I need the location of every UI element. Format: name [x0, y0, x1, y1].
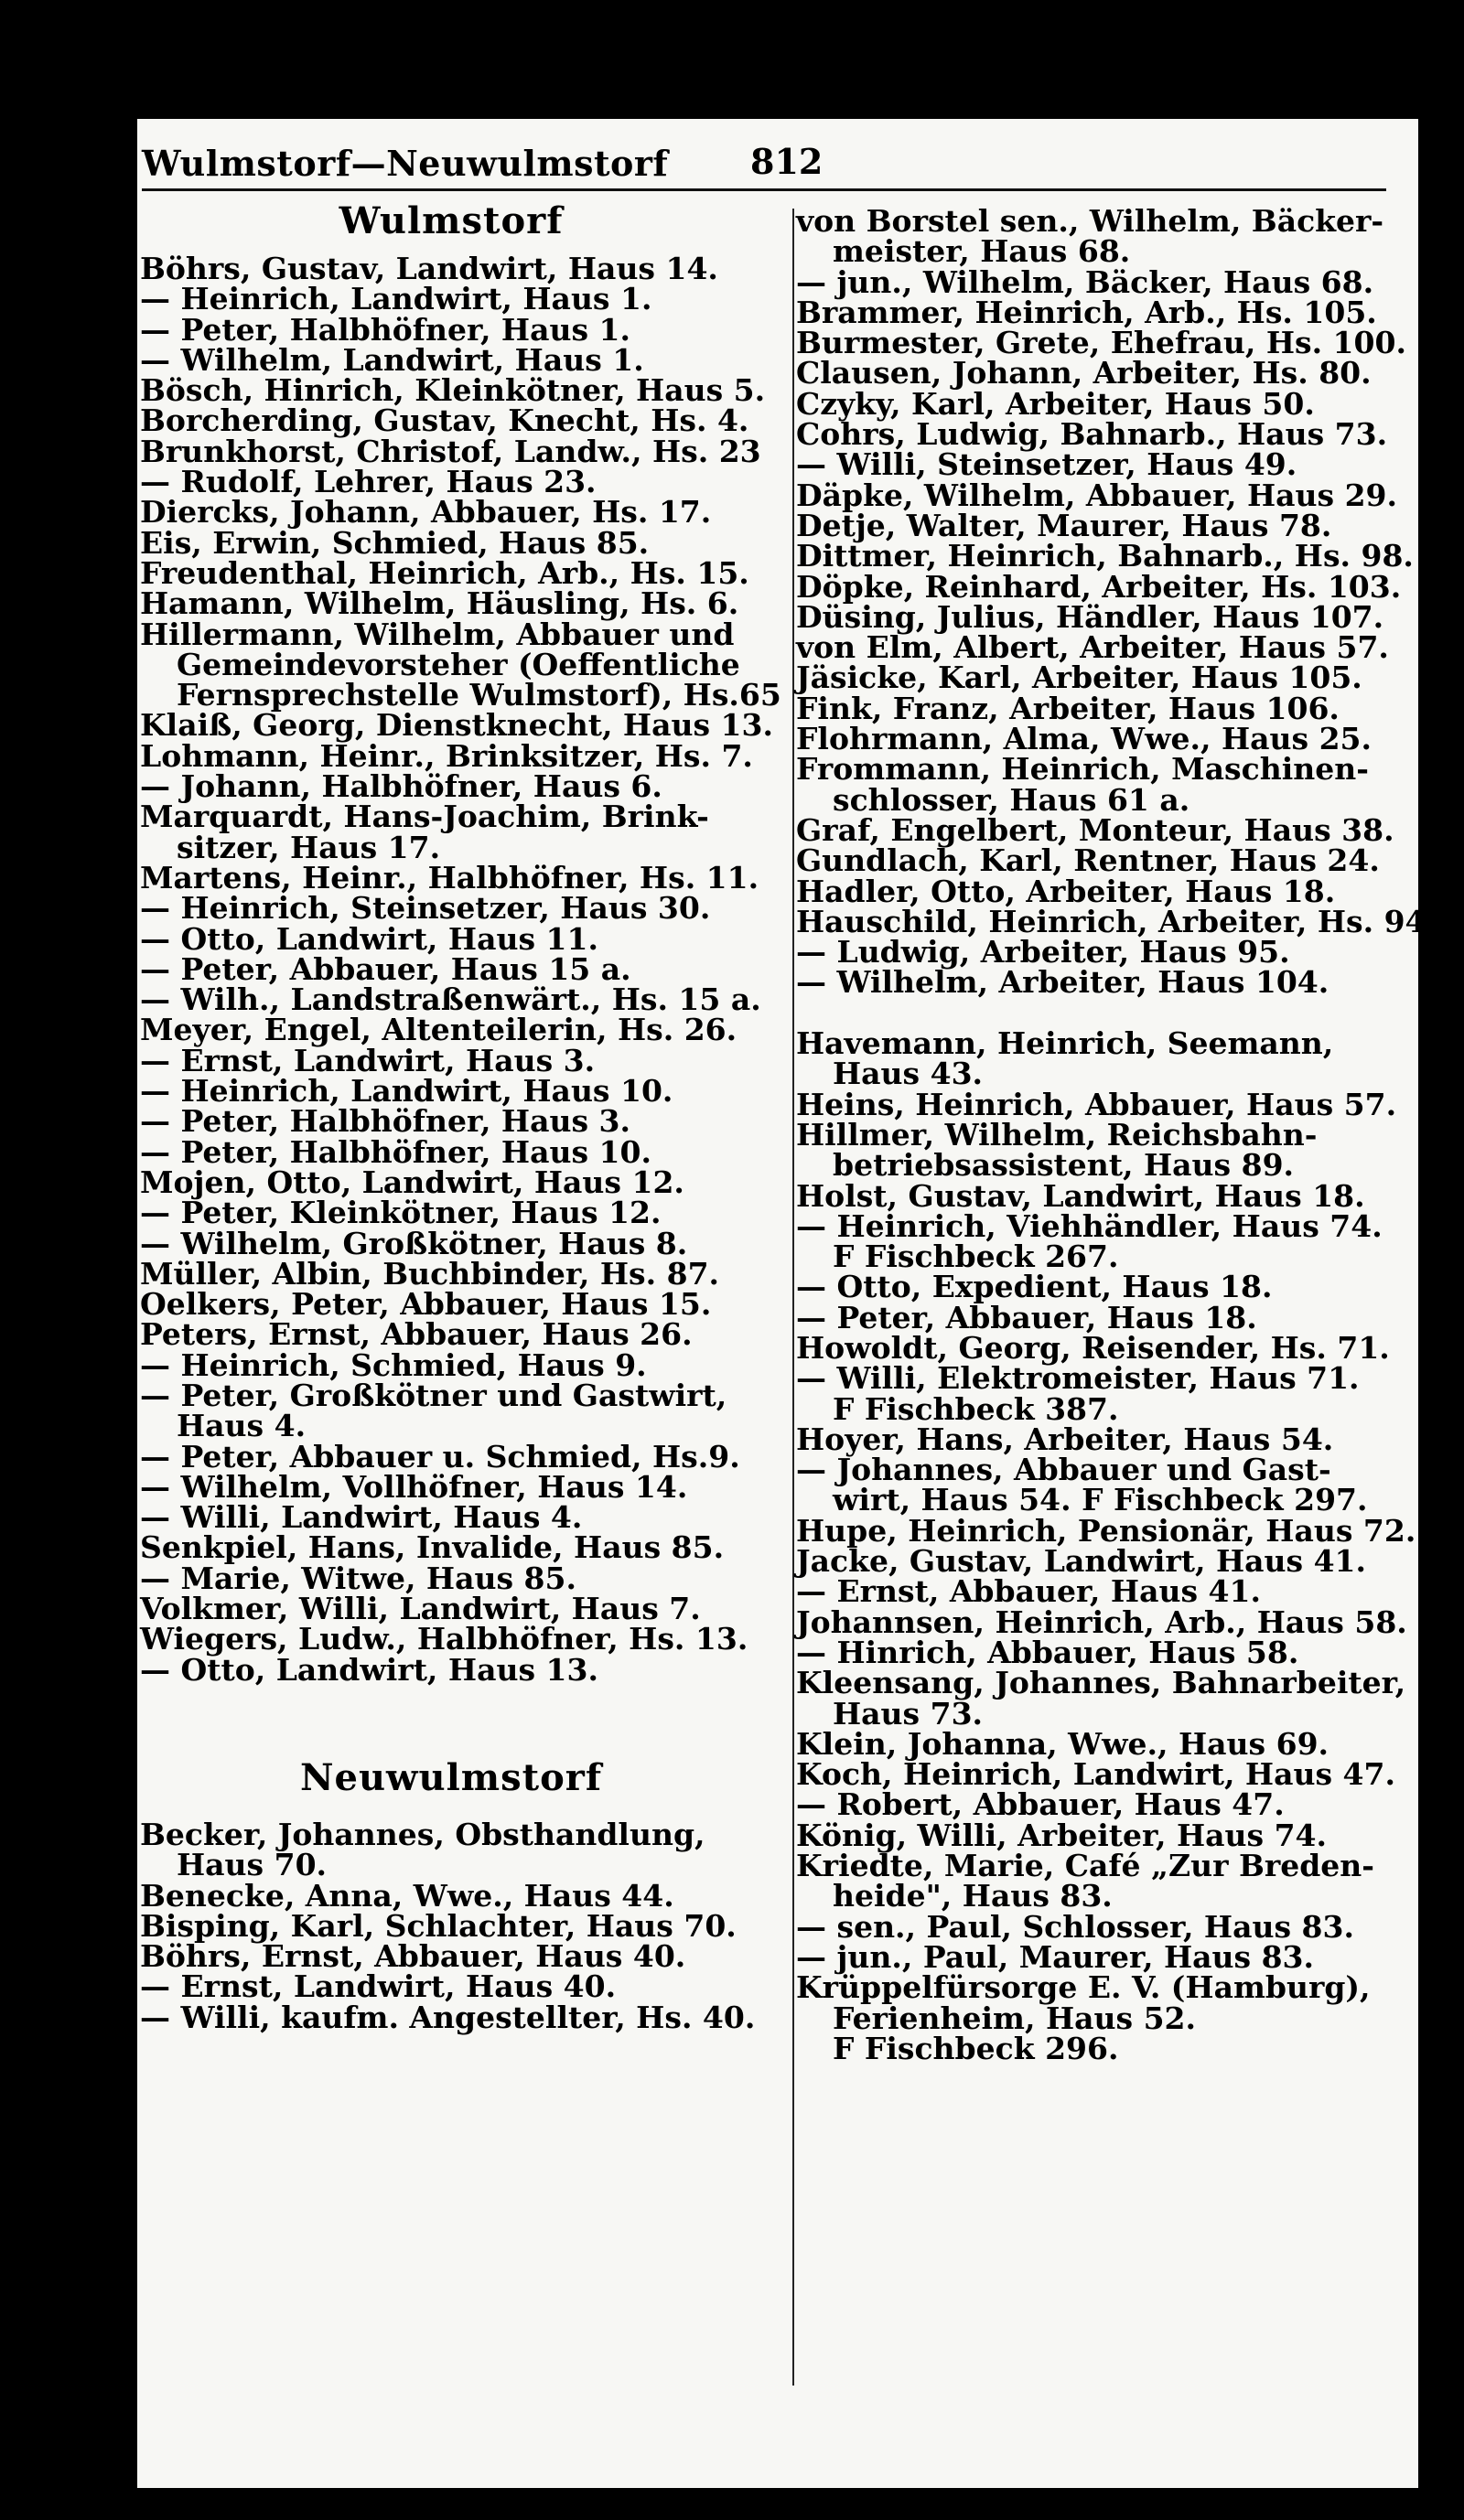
- directory-entry: Howoldt, Georg, Reisender, Hs. 71.: [796, 1329, 1390, 1366]
- left-column: [140, 199, 781, 2035]
- directory-entry: Volkmer, Willi, Landwirt, Haus 7.: [140, 1591, 701, 1627]
- entry-continuation: heide", Haus 83.: [833, 1878, 1113, 1914]
- directory-entry: — Peter, Abbauer, Haus 15 a.: [140, 950, 631, 987]
- directory-entry: — Peter, Halbhöfner, Haus 10.: [140, 1133, 651, 1170]
- directory-entry: Fink, Franz, Arbeiter, Haus 106.: [796, 690, 1340, 726]
- column-divider: [792, 209, 794, 2386]
- directory-entry: Jäsicke, Karl, Arbeiter, Haus 105.: [796, 659, 1362, 696]
- entry-continuation: Haus 73.: [833, 1695, 984, 1732]
- directory-entry: — Wilhelm, Großkötner, Haus 8.: [140, 1225, 688, 1261]
- entry-continuation: Haus 70.: [177, 1847, 328, 1883]
- directory-entry: Hadler, Otto, Arbeiter, Haus 18.: [796, 873, 1336, 909]
- directory-entry: Wiegers, Ludw., Halbhöfner, Hs. 13.: [140, 1621, 748, 1657]
- directory-entry: — Johannes, Abbauer und Gast-: [796, 1452, 1331, 1488]
- directory-entry: Benecke, Anna, Wwe., Haus 44.: [140, 1877, 674, 1914]
- entry-continuation: schlosser, Haus 61 a.: [833, 781, 1190, 818]
- entry-continuation: Ferienheim, Haus 52.: [833, 2000, 1196, 2036]
- entry-continuation: sitzer, Haus 17.: [177, 829, 441, 865]
- directory-entry: Gundlach, Karl, Rentner, Haus 24.: [796, 842, 1380, 879]
- directory-entry: Krüppelfürsorge E. V. (Hamburg),: [796, 1969, 1371, 2006]
- directory-entry: Müller, Albin, Buchbinder, Hs. 87.: [140, 1255, 720, 1292]
- directory-entry: Däpke, Wilhelm, Abbauer, Haus 29.: [796, 477, 1398, 513]
- directory-entry: Burmester, Grete, Ehefrau, Hs. 100.: [796, 325, 1406, 361]
- directory-entry: Böhrs, Gustav, Landwirt, Haus 14.: [140, 251, 718, 286]
- directory-entry: von Elm, Albert, Arbeiter, Haus 57.: [796, 629, 1389, 666]
- directory-entry: Koch, Heinrich, Landwirt, Haus 47.: [796, 1756, 1395, 1793]
- directory-entry: Havemann, Heinrich, Seemann,: [796, 1025, 1334, 1062]
- entry-continuation: Gemeindevorsteher (Oeffentliche: [177, 646, 740, 682]
- directory-entry: Lohmann, Heinr., Brinksitzer, Hs. 7.: [140, 737, 753, 774]
- directory-entry: Brammer, Heinrich, Arb., Hs. 105.: [796, 294, 1377, 330]
- page-number: 812: [750, 141, 824, 182]
- directory-entry: von Borstel sen., Wilhelm, Bäcker-: [796, 203, 1384, 239]
- running-head: Wulmstorf—Neuwulmstorf: [142, 143, 669, 184]
- directory-entry: Freudenthal, Heinrich, Arb., Hs. 15.: [140, 554, 749, 591]
- right-column: [796, 203, 1437, 2066]
- directory-entry: Hauschild, Heinrich, Arbeiter, Hs. 94.: [796, 903, 1437, 939]
- directory-entry: Hupe, Heinrich, Pensionär, Haus 72.: [796, 1512, 1416, 1549]
- directory-entry: Frommann, Heinrich, Maschinen-: [796, 751, 1369, 788]
- directory-entry: Oelkers, Peter, Abbauer, Haus 15.: [140, 1286, 712, 1323]
- wulmstorf-entries: [140, 251, 781, 1688]
- directory-entry: Hillmer, Wilhelm, Reichsbahn-: [796, 1116, 1318, 1153]
- directory-entry: Dittmer, Heinrich, Bahnarb., Hs. 98.: [796, 538, 1414, 574]
- section-title-wulmstorf: Wulmstorf: [339, 199, 564, 242]
- directory-entry: — jun., Wilhelm, Bäcker, Haus 68.: [796, 263, 1374, 300]
- directory-entry: — Peter, Abbauer, Haus 18.: [796, 1299, 1257, 1335]
- directory-entry: Bisping, Karl, Schlachter, Haus 70.: [140, 1907, 737, 1944]
- directory-entry: Marquardt, Hans-Joachim, Brink-: [140, 799, 709, 835]
- directory-entry: — Wilh., Landstraßenwärt., Hs. 15 a.: [140, 981, 761, 1018]
- directory-entry: — Otto, Landwirt, Haus 11.: [140, 920, 598, 957]
- directory-entry: Döpke, Reinhard, Arbeiter, Hs. 103.: [796, 568, 1402, 605]
- directory-entry: — Wilhelm, Arbeiter, Haus 104.: [796, 964, 1329, 1001]
- section-title-neuwulmstorf: Neuwulmstorf: [299, 1755, 603, 1799]
- header-rule: [142, 188, 1386, 191]
- directory-entry: — Marie, Witwe, Haus 85.: [140, 1560, 576, 1596]
- directory-entry: — Willi, Steinsetzer, Haus 49.: [796, 446, 1297, 483]
- directory-entry: Hillermann, Wilhelm, Abbauer und: [140, 616, 735, 652]
- directory-entry: — Peter, Halbhöfner, Haus 3.: [140, 1103, 631, 1140]
- entry-continuation: F Fischbeck 387.: [833, 1390, 1119, 1427]
- directory-entry: — Rudolf, Lehrer, Haus 23.: [140, 464, 597, 500]
- directory-entry: Johannsen, Heinrich, Arb., Haus 58.: [796, 1603, 1407, 1640]
- entry-continuation: F Fischbeck 267.: [833, 1239, 1119, 1275]
- directory-entry: Holst, Gustav, Landwirt, Haus 18.: [796, 1177, 1365, 1214]
- directory-entry: Graf, Engelbert, Monteur, Haus 38.: [796, 811, 1394, 848]
- entry-continuation: Haus 43.: [833, 1056, 984, 1092]
- directory-entry: — Peter, Abbauer u. Schmied, Hs.9.: [140, 1438, 740, 1474]
- entry-continuation: wirt, Haus 54. F Fischbeck 297.: [833, 1482, 1368, 1518]
- directory-entry: — Heinrich, Viehhändler, Haus 74.: [796, 1207, 1383, 1244]
- directory-entry: Bösch, Hinrich, Kleinkötner, Haus 5.: [140, 372, 766, 409]
- directory-entry: — Ernst, Abbauer, Haus 41.: [796, 1573, 1261, 1610]
- directory-entry: — Peter, Großkötner und Gastwirt,: [140, 1377, 727, 1413]
- directory-entry: — Wilhelm, Vollhöfner, Haus 14.: [140, 1468, 688, 1505]
- directory-entry: Eis, Erwin, Schmied, Haus 85.: [140, 524, 650, 561]
- directory-entry: — Otto, Landwirt, Haus 13.: [140, 1651, 598, 1688]
- directory-entry: Czyky, Karl, Arbeiter, Haus 50.: [796, 385, 1315, 422]
- directory-entry: — Hinrich, Abbauer, Haus 58.: [796, 1634, 1299, 1670]
- directory-entry: — Heinrich, Steinsetzer, Haus 30.: [140, 890, 711, 927]
- directory-entry: Heins, Heinrich, Abbauer, Haus 57.: [796, 1086, 1397, 1122]
- entry-continuation: Fernsprechstelle Wulmstorf), Hs.65: [177, 677, 781, 713]
- directory-entry: — jun., Paul, Maurer, Haus 83.: [796, 1938, 1314, 1975]
- section-gap: [140, 1685, 762, 1763]
- directory-entry: Brunkhorst, Christof, Landw., Hs. 23: [140, 433, 761, 469]
- directory-entry: — Heinrich, Landwirt, Haus 10.: [140, 1073, 673, 1110]
- directory-entry: — Ludwig, Arbeiter, Haus 95.: [796, 934, 1290, 970]
- directory-entry: Düsing, Julius, Händler, Haus 107.: [796, 598, 1384, 635]
- right-column-entries: [796, 203, 1437, 2066]
- page-header: [142, 137, 1386, 192]
- directory-entry: — Willi, kaufm. Angestellter, Hs. 40.: [140, 1999, 756, 2035]
- directory-entry: Meyer, Engel, Altenteilerin, Hs. 26.: [140, 1012, 737, 1048]
- directory-entry: — Wilhelm, Landwirt, Haus 1.: [140, 341, 644, 378]
- directory-entry: Mojen, Otto, Landwirt, Haus 12.: [140, 1163, 684, 1200]
- directory-entry: Kriedte, Marie, Café „Zur Breden-: [796, 1848, 1374, 1884]
- directory-entry: Böhrs, Ernst, Abbauer, Haus 40.: [140, 1938, 686, 1975]
- directory-entry: Borcherding, Gustav, Knecht, Hs. 4.: [140, 402, 749, 439]
- directory-entry: Detje, Walter, Maurer, Haus 78.: [796, 507, 1332, 543]
- directory-entry: Klein, Johanna, Wwe., Haus 69.: [796, 1725, 1329, 1762]
- directory-entry: Flohrmann, Alma, Wwe., Haus 25.: [796, 721, 1372, 757]
- directory-entry: Clausen, Johann, Arbeiter, Hs. 80.: [796, 355, 1372, 391]
- directory-entry: — Johann, Halbhöfner, Haus 6.: [140, 768, 662, 805]
- directory-entry: — Robert, Abbauer, Haus 47.: [796, 1786, 1285, 1823]
- directory-entry: Senkpiel, Hans, Invalide, Haus 85.: [140, 1529, 725, 1566]
- directory-entry: — Willi, Landwirt, Haus 4.: [140, 1499, 583, 1536]
- directory-entry: — Peter, Halbhöfner, Haus 1.: [140, 311, 631, 348]
- directory-entry: Kleensang, Johannes, Bahnarbeiter,: [796, 1665, 1406, 1701]
- entry-continuation: F Fischbeck 296.: [833, 2030, 1119, 2066]
- directory-entry: Martens, Heinr., Halbhöfner, Hs. 11.: [140, 859, 759, 895]
- directory-entry: Cohrs, Ludwig, Bahnarb., Haus 73.: [796, 416, 1388, 453]
- entry-continuation: meister, Haus 68.: [833, 233, 1131, 270]
- directory-entry: — sen., Paul, Schlosser, Haus 83.: [796, 1908, 1354, 1945]
- directory-entry: Peters, Ernst, Abbauer, Haus 26.: [140, 1316, 693, 1353]
- directory-entry: Hamann, Wilhelm, Häusling, Hs. 6.: [140, 585, 739, 622]
- directory-entry: König, Willi, Arbeiter, Haus 74.: [796, 1817, 1327, 1853]
- directory-entry: — Otto, Expedient, Haus 18.: [796, 1269, 1273, 1305]
- directory-entry: Diercks, Johann, Abbauer, Hs. 17.: [140, 494, 712, 531]
- neuwulmstorf-entries: [140, 1816, 762, 2035]
- directory-entry: — Heinrich, Schmied, Haus 9.: [140, 1346, 647, 1383]
- directory-entry: — Ernst, Landwirt, Haus 40.: [140, 1968, 617, 2005]
- directory-entry: — Peter, Kleinkötner, Haus 12.: [140, 1195, 662, 1231]
- entry-continuation: betriebsassistent, Haus 89.: [833, 1147, 1295, 1184]
- directory-entry: Klaiß, Georg, Dienstknecht, Haus 13.: [140, 707, 773, 744]
- directory-entry: Hoyer, Hans, Arbeiter, Haus 54.: [796, 1421, 1334, 1457]
- directory-entry: — Heinrich, Landwirt, Haus 1.: [140, 281, 652, 317]
- directory-entry: — Ernst, Landwirt, Haus 3.: [140, 1042, 596, 1078]
- directory-entry: [796, 998, 1418, 1028]
- directory-entry: Becker, Johannes, Obsthandlung,: [140, 1816, 705, 1852]
- directory-entry: — Willi, Elektromeister, Haus 71.: [796, 1360, 1360, 1397]
- entry-continuation: Haus 4.: [177, 1408, 307, 1444]
- directory-entry: Jacke, Gustav, Landwirt, Haus 41.: [796, 1543, 1367, 1580]
